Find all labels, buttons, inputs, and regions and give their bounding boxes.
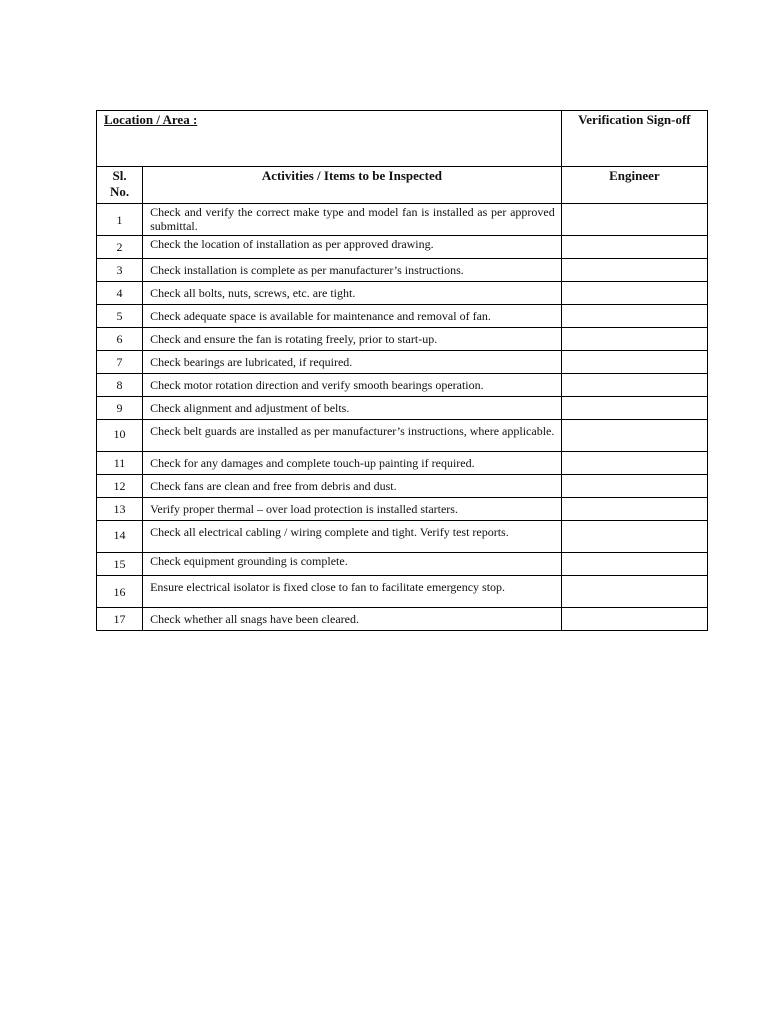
engineer-heading: Engineer (561, 167, 707, 204)
activity-text: Check for any damages and complete touch-up painting if required. (143, 452, 562, 475)
engineer-signoff-cell[interactable] (561, 282, 707, 305)
activity-text: Check all electrical cabling / wiring complete and tight. Verify test reports. (143, 521, 562, 553)
activity-text: Check fans are clean and free from debris and dust. (143, 475, 562, 498)
row-number: 2 (97, 236, 143, 259)
engineer-signoff-cell[interactable] (561, 351, 707, 374)
engineer-signoff-cell[interactable] (561, 236, 707, 259)
row-number: 8 (97, 374, 143, 397)
table-row (97, 351, 708, 374)
activity-text: Check bearings are lubricated, if required. (143, 351, 562, 374)
engineer-signoff-cell[interactable] (561, 475, 707, 498)
activity-text: Check and verify the correct make type and model fan is installed as per approved submittal. (143, 204, 562, 236)
table-row (97, 282, 708, 305)
table-row (97, 259, 708, 282)
engineer-signoff-cell[interactable] (561, 328, 707, 351)
row-number: 3 (97, 259, 143, 282)
location-area-label: Location / Area : (104, 112, 198, 127)
activity-text: Check installation is complete as per manufacturer’s instructions. (143, 259, 562, 282)
table-row (97, 374, 708, 397)
row-number: 16 (97, 576, 143, 608)
engineer-signoff-cell[interactable] (561, 397, 707, 420)
activity-text: Check all bolts, nuts, screws, etc. are tight. (143, 282, 562, 305)
row-number: 15 (97, 553, 143, 576)
engineer-signoff-cell[interactable] (561, 521, 707, 553)
row-number: 1 (97, 204, 143, 236)
table-row (97, 420, 708, 452)
activities-heading: Activities / Items to be Inspected (143, 167, 562, 204)
activity-text: Check and ensure the fan is rotating freely, prior to start-up. (143, 328, 562, 351)
engineer-signoff-cell[interactable] (561, 374, 707, 397)
sl-no-heading: Sl. No. (97, 167, 143, 204)
row-number: 14 (97, 521, 143, 553)
location-row (97, 111, 708, 167)
engineer-signoff-cell[interactable] (561, 204, 707, 236)
activity-text: Check motor rotation direction and verify smooth bearings operation. (143, 374, 562, 397)
row-number: 9 (97, 397, 143, 420)
row-number: 4 (97, 282, 143, 305)
activity-text: Check the location of installation as per approved drawing. (143, 236, 562, 259)
inspection-checklist-table (96, 110, 708, 631)
engineer-signoff-cell[interactable] (561, 420, 707, 452)
row-number: 13 (97, 498, 143, 521)
table-row (97, 328, 708, 351)
row-number: 10 (97, 420, 143, 452)
engineer-signoff-cell[interactable] (561, 608, 707, 631)
table-row (97, 576, 708, 608)
row-number: 6 (97, 328, 143, 351)
row-number: 7 (97, 351, 143, 374)
table-row (97, 498, 708, 521)
table-row (97, 236, 708, 259)
engineer-signoff-cell[interactable] (561, 305, 707, 328)
table-row (97, 521, 708, 553)
table-row (97, 397, 708, 420)
table-row (97, 475, 708, 498)
row-number: 11 (97, 452, 143, 475)
engineer-signoff-cell[interactable] (561, 553, 707, 576)
activity-text: Check belt guards are installed as per manufacturer’s instructions, where applicable. (143, 420, 562, 452)
table-row (97, 305, 708, 328)
activity-text: Check equipment grounding is complete. (143, 553, 562, 576)
activity-text: Check adequate space is available for maintenance and removal of fan. (143, 305, 562, 328)
column-header-row (97, 167, 708, 204)
row-number: 17 (97, 608, 143, 631)
table-row (97, 452, 708, 475)
table-row (97, 608, 708, 631)
engineer-signoff-cell[interactable] (561, 259, 707, 282)
inspection-checklist-sheet (96, 110, 708, 631)
activity-text: Check alignment and adjustment of belts. (143, 397, 562, 420)
engineer-signoff-cell[interactable] (561, 452, 707, 475)
table-row (97, 553, 708, 576)
engineer-signoff-cell[interactable] (561, 576, 707, 608)
row-number: 5 (97, 305, 143, 328)
location-area-cell[interactable] (97, 111, 562, 167)
verification-signoff-heading: Verification Sign-off (561, 111, 707, 167)
activity-text: Verify proper thermal – over load protection is installed starters. (143, 498, 562, 521)
engineer-signoff-cell[interactable] (561, 498, 707, 521)
activity-text: Ensure electrical isolator is fixed close to fan to facilitate emergency stop. (143, 576, 562, 608)
table-row (97, 204, 708, 236)
activity-text: Check whether all snags have been cleared. (143, 608, 562, 631)
row-number: 12 (97, 475, 143, 498)
